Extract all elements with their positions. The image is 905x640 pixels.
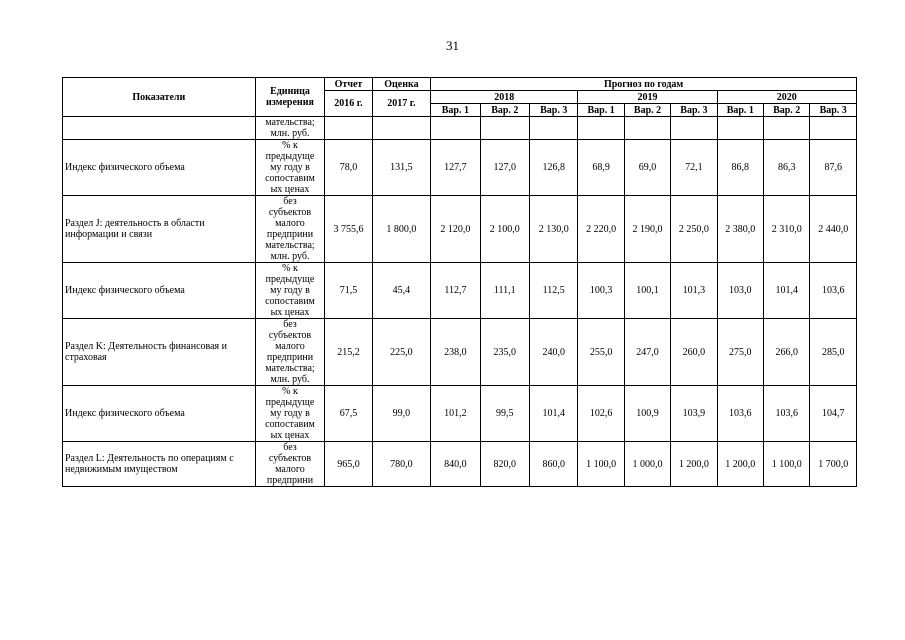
value-cell [480, 117, 529, 140]
unit-line: млн. руб. [270, 251, 310, 262]
value-cell: 101,4 [764, 263, 810, 319]
unit-line: предыдуще [265, 151, 315, 162]
header-variant: Вар. 1 [717, 104, 763, 117]
value-cell: 112,7 [431, 263, 480, 319]
value-cell: 131,5 [372, 140, 431, 196]
unit-line: предыдуще [265, 274, 315, 285]
value-cell: 67,5 [325, 386, 372, 442]
page-number: 31 [446, 38, 459, 53]
header-unit: Единица измерения [255, 78, 325, 117]
value-cell: 101,4 [530, 386, 578, 442]
value-cell: 225,0 [372, 319, 431, 386]
value-cell [431, 117, 480, 140]
value-cell: 780,0 [372, 442, 431, 487]
value-cell: 86,3 [764, 140, 810, 196]
value-cell: 235,0 [480, 319, 529, 386]
header-variant: Вар. 2 [624, 104, 670, 117]
unit-line: сопоставим [265, 419, 315, 430]
value-cell: 72,1 [671, 140, 717, 196]
value-cell: 101,2 [431, 386, 480, 442]
unit-line: субъектов [268, 207, 312, 218]
table-row [63, 196, 857, 263]
unit-line: мательства; [265, 363, 315, 374]
value-cell: 965,0 [325, 442, 372, 487]
unit-line: субъектов [268, 453, 312, 464]
header-estimate-year: 2017 г. [372, 91, 431, 117]
unit-line: предприни [266, 475, 314, 486]
value-cell [717, 117, 763, 140]
value-cell: 2 380,0 [717, 196, 763, 263]
table-row [63, 319, 857, 386]
value-cell: 102,6 [578, 386, 624, 442]
indicator-cell: Раздел K: Деятельность финансовая и страховая [63, 319, 256, 386]
table-row [63, 386, 857, 442]
value-cell: 285,0 [810, 319, 857, 386]
value-cell: 86,8 [717, 140, 763, 196]
indicator-cell: Раздел L: Деятельность по операциям с недвижимым имуществом [63, 442, 256, 487]
unit-line: малого [275, 341, 305, 352]
value-cell: 1 700,0 [810, 442, 857, 487]
value-cell [578, 117, 624, 140]
unit-line: млн. руб. [270, 128, 310, 139]
value-cell [671, 117, 717, 140]
unit-line: предыдуще [265, 397, 315, 408]
header-variant: Вар. 3 [530, 104, 578, 117]
unit-line: ых ценах [270, 307, 310, 318]
value-cell: 126,8 [530, 140, 578, 196]
unit-cell [255, 117, 325, 140]
header-variant: Вар. 1 [431, 104, 480, 117]
indicator-cell: Индекс физического объема [63, 386, 256, 442]
value-cell: 238,0 [431, 319, 480, 386]
value-cell: 103,9 [671, 386, 717, 442]
header-report-year: 2016 г. [325, 91, 372, 117]
table-row [63, 140, 857, 196]
header-variant: Вар. 3 [810, 104, 857, 117]
value-cell: 240,0 [530, 319, 578, 386]
header-forecast: Прогноз по годам [431, 78, 857, 91]
unit-line: млн. руб. [270, 374, 310, 385]
header-year-2020: 2020 [717, 91, 856, 104]
value-cell: 111,1 [480, 263, 529, 319]
value-cell: 127,7 [431, 140, 480, 196]
table-row [63, 263, 857, 319]
unit-line: сопоставим [265, 296, 315, 307]
value-cell: 103,6 [717, 386, 763, 442]
header-variant: Вар. 2 [480, 104, 529, 117]
value-cell: 103,6 [810, 263, 857, 319]
value-cell: 1 100,0 [764, 442, 810, 487]
unit-line: без [283, 442, 297, 453]
unit-line: предприни [266, 229, 314, 240]
value-cell: 99,5 [480, 386, 529, 442]
value-cell: 820,0 [480, 442, 529, 487]
value-cell: 101,3 [671, 263, 717, 319]
value-cell: 2 120,0 [431, 196, 480, 263]
unit-line: ых ценах [270, 430, 310, 441]
indicator-cell: Индекс физического объема [63, 263, 256, 319]
unit-cell [255, 263, 325, 319]
unit-line: без [283, 196, 297, 207]
unit-line: предприни [266, 352, 314, 363]
value-cell: 99,0 [372, 386, 431, 442]
header-estimate: Оценка [372, 78, 431, 91]
indicator-cell [63, 117, 256, 140]
value-cell: 266,0 [764, 319, 810, 386]
value-cell: 247,0 [624, 319, 670, 386]
value-cell: 1 000,0 [624, 442, 670, 487]
header-variant: Вар. 2 [764, 104, 810, 117]
value-cell: 840,0 [431, 442, 480, 487]
unit-cell [255, 196, 325, 263]
indicator-cell: Раздел J: деятельность в области информации и связи [63, 196, 256, 263]
unit-line: ых ценах [270, 184, 310, 195]
header-report: Отчет [325, 78, 372, 91]
value-cell: 275,0 [717, 319, 763, 386]
table-row [63, 442, 857, 487]
unit-line: малого [275, 464, 305, 475]
unit-line: без [283, 319, 297, 330]
unit-line: мательства; [265, 240, 315, 251]
value-cell: 104,7 [810, 386, 857, 442]
value-cell: 1 200,0 [671, 442, 717, 487]
value-cell: 215,2 [325, 319, 372, 386]
header-indicator: Показатели [63, 78, 256, 117]
unit-line: малого [275, 218, 305, 229]
value-cell: 87,6 [810, 140, 857, 196]
header-variant: Вар. 3 [671, 104, 717, 117]
value-cell: 260,0 [671, 319, 717, 386]
value-cell: 69,0 [624, 140, 670, 196]
unit-cell [255, 386, 325, 442]
value-cell: 3 755,6 [325, 196, 372, 263]
value-cell: 2 250,0 [671, 196, 717, 263]
value-cell: 1 100,0 [578, 442, 624, 487]
value-cell: 2 440,0 [810, 196, 857, 263]
forecast-table [62, 77, 857, 487]
unit-line: субъектов [268, 330, 312, 341]
value-cell: 100,3 [578, 263, 624, 319]
value-cell [624, 117, 670, 140]
value-cell [810, 117, 857, 140]
value-cell: 100,9 [624, 386, 670, 442]
value-cell: 127,0 [480, 140, 529, 196]
unit-line: % к [282, 140, 298, 151]
value-cell: 255,0 [578, 319, 624, 386]
value-cell: 2 310,0 [764, 196, 810, 263]
unit-line: мательства; [265, 117, 315, 128]
unit-cell [255, 442, 325, 487]
table-body [63, 117, 857, 487]
unit-cell [255, 319, 325, 386]
value-cell: 68,9 [578, 140, 624, 196]
value-cell: 71,5 [325, 263, 372, 319]
unit-line: % к [282, 263, 298, 274]
unit-line: му году в [270, 408, 310, 419]
indicator-cell: Индекс физического объема [63, 140, 256, 196]
value-cell: 2 220,0 [578, 196, 624, 263]
value-cell [764, 117, 810, 140]
value-cell: 1 800,0 [372, 196, 431, 263]
unit-line: му году в [270, 285, 310, 296]
value-cell: 45,4 [372, 263, 431, 319]
unit-line: сопоставим [265, 173, 315, 184]
header-year-2019: 2019 [578, 91, 717, 104]
value-cell: 100,1 [624, 263, 670, 319]
value-cell: 103,6 [764, 386, 810, 442]
value-cell: 2 190,0 [624, 196, 670, 263]
value-cell [372, 117, 431, 140]
unit-line: му году в [270, 162, 310, 173]
unit-cell [255, 140, 325, 196]
value-cell [530, 117, 578, 140]
value-cell: 2 130,0 [530, 196, 578, 263]
value-cell: 2 100,0 [480, 196, 529, 263]
value-cell: 1 200,0 [717, 442, 763, 487]
value-cell: 78,0 [325, 140, 372, 196]
unit-line: % к [282, 386, 298, 397]
value-cell: 112,5 [530, 263, 578, 319]
value-cell [325, 117, 372, 140]
value-cell: 103,0 [717, 263, 763, 319]
table-row [63, 117, 857, 140]
header-year-2018: 2018 [431, 91, 578, 104]
value-cell: 860,0 [530, 442, 578, 487]
header-variant: Вар. 1 [578, 104, 624, 117]
